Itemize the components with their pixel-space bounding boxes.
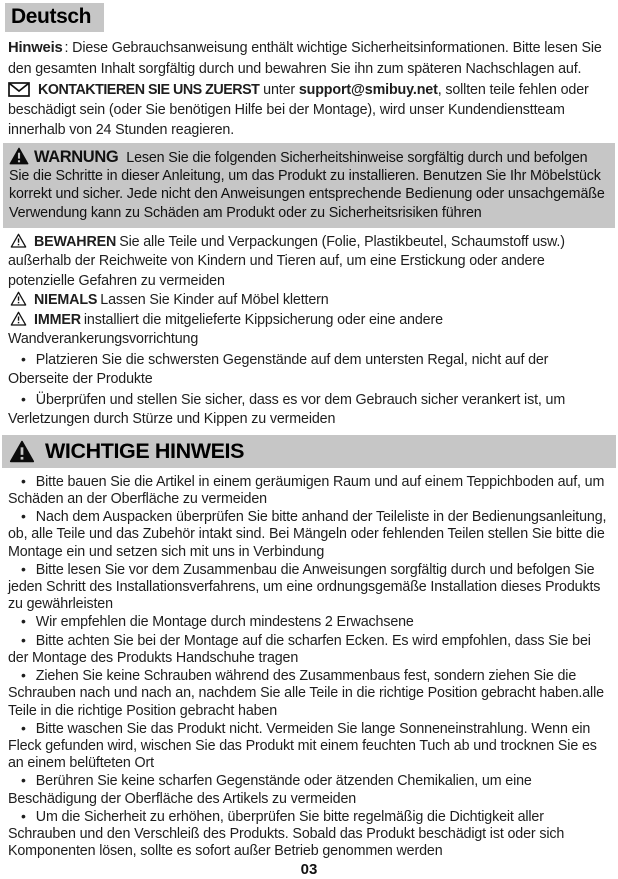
bullet-text: Überprüfen und stellen Sie sicher, dass es vor dem Gebrauch sicher verankert ist, um Verletzungen durch Stürze und Kippen zu vermeiden xyxy=(8,391,566,428)
bullet-item xyxy=(8,390,610,430)
caution-text: Sie alle Teile und Verpackungen (Folie, Plastikbeutel, Schaumstoff usw.) außerhalb der Reichweite von Kindern und Tieren auf, um eine Erstickung oder andere potenzielle Gefahren zu vermeiden xyxy=(8,233,565,289)
warning-text: Lesen Sie die folgenden Sicherheitshinweise sorgfältig durch und befolgen Sie die Schritte in dieser Anleitung, um das Produkt zu installieren. Benutzen Sie Ihr Möbelstück korrekt und sicher. Jede nicht den Anweisungen entsprechende Bedienung oder unsachgemäße Verwendung kann zu Schäden am Produkt oder zu Sicherheitsrisiken führen xyxy=(9,150,605,221)
bullet-item xyxy=(8,808,610,861)
bullet-icon: • xyxy=(21,772,26,789)
bullet-text: Bitte bauen Sie die Artikel in einem geräumigen Raum und auf einem Teppichboden auf, um Schäden an der Oberfläche zu vermeiden xyxy=(8,473,605,508)
caution-item-bewahren xyxy=(8,233,610,292)
caution-item-niemals xyxy=(8,291,610,311)
bullet-icon: • xyxy=(21,807,26,824)
caution-text: installiert die mitgelieferte Kippsicherung oder eine andere Wandverankerungsvorrichtung xyxy=(8,311,443,348)
bullet-item xyxy=(8,561,610,614)
bullet-text: Nach dem Auspacken überprüfen Sie bitte anhand der Teileliste in der Bedienungsanleitung, ob, alle Teile und das Zubehör intakt sind. Bei Mängeln oder fehlenden Teilen stellen Sie bitte die Montage ein und setzen sich mit uns in Verbindung xyxy=(8,509,607,560)
important-triangle-icon xyxy=(9,440,35,463)
envelope-icon xyxy=(8,82,30,97)
bullet-item xyxy=(8,508,610,561)
caution-keyword: BEWAHREN xyxy=(34,233,117,250)
contact-rest-text: , sollten teile fehlen oder beschädigt sein (oder Sie benötigen Hilfe bei der Montage), wird unser Kundendienstteam innerhalb von 24 Stunden reagieren. xyxy=(8,82,589,139)
bullet-item xyxy=(8,350,610,390)
caution-triangle-icon xyxy=(10,311,27,326)
bullet-text: Platzieren Sie die schwersten Gegenstände auf dem untersten Regal, nicht auf der Oberseite der Produkte xyxy=(8,351,549,388)
contact-email: support@smibuy.net xyxy=(298,82,438,99)
bullet-item xyxy=(8,473,610,508)
bullet-text: Bitte achten Sie bei der Montage auf die scharfen Ecken. Es wird empfohlen, dass Sie bei der Montage des Produkts Handschuhe tragen xyxy=(8,632,591,666)
important-header-bar xyxy=(2,435,616,468)
bullet-text: Bitte lesen Sie vor dem Zusammenbau die Anweisungen sorgfältig durch und befolgen Sie jeden Schritt des Installationsverfahrens, um eine ordnungsgemäße Installation dieses Produkts zu gewährleisten xyxy=(8,561,601,613)
bullet-text: Berühren Sie keine scharfen Gegenstände oder ätzenden Chemikalien, um eine Beschädigung der Oberfläche des Artikels zu vermeiden xyxy=(8,773,532,807)
bullet-icon: • xyxy=(21,390,26,407)
caution-text: Lassen Sie Kinder auf Möbel klettern xyxy=(100,292,329,309)
caution-keyword: IMMER xyxy=(34,311,81,328)
caution-triangle-icon xyxy=(10,233,27,248)
bullet-item xyxy=(8,667,610,720)
notice-paragraph xyxy=(8,38,610,79)
bullet-text: Ziehen Sie keine Schrauben während des Zusammenbaus fest, sondern ziehen Sie die Schrauben nach und nach an, nachdem Sie alle Teile in die richtige Position gebracht haben.alle Teile in die richtige Position gebracht haben xyxy=(8,668,604,719)
language-header-label: Deutsch xyxy=(11,5,92,28)
contact-lead: KONTAKTIEREN SIE UNS ZUERST xyxy=(38,82,260,99)
warning-title: WARNUNG xyxy=(34,148,119,167)
warning-triangle-filled-icon xyxy=(9,147,29,165)
bullet-item xyxy=(8,632,610,667)
contact-paragraph xyxy=(8,80,610,140)
notice-label: Hinweis xyxy=(8,40,63,57)
bullet-icon: • xyxy=(21,472,26,489)
caution-triangle-icon xyxy=(10,291,27,306)
language-header xyxy=(5,3,104,32)
bullet-icon: • xyxy=(21,719,26,736)
notice-text: : Diese Gebrauchsanweisung enthält wichtige Sicherheitsinformationen. Bitte lesen Sie den gesamten Inhalt sorgfältig durch und bewahren Sie ihn zum späteren Nachschlagen auf. xyxy=(8,40,602,77)
bullet-icon: • xyxy=(21,631,26,648)
caution-item-immer xyxy=(8,311,610,350)
bullet-text: Um die Sicherheit zu erhöhen, überprüfen Sie bitte regelmäßig die Dichtigkeit aller Schrauben und den Verschleiß des Produkts. Sobald das Produkt beschädigt ist oder sich Komponenten lösen, sollte es sofort außer Betrieb genommen werden xyxy=(8,808,565,860)
bullet-text: Wir empfehlen die Montage durch mindestens 2 Erwachsene xyxy=(35,614,414,631)
bullet-icon: • xyxy=(21,667,26,684)
caution-keyword: NIEMALS xyxy=(34,292,98,309)
bullet-item xyxy=(8,720,610,773)
contact-mid-text: unter xyxy=(259,82,299,99)
important-bullet-list xyxy=(8,473,610,860)
bullet-item xyxy=(8,772,610,807)
bullet-icon: • xyxy=(21,560,26,577)
bullet-icon: • xyxy=(21,508,26,525)
bullet-item xyxy=(8,613,610,631)
warning-block xyxy=(3,143,615,228)
bullet-text: Bitte waschen Sie das Produkt nicht. Vermeiden Sie lange Sonneneinstrahlung. Wenn ein Fleck gefunden wird, wischen Sie das Produkt mit einem feuchten Tuch ab und trocknen Sie es an einem belüfteten Ort xyxy=(8,720,597,772)
page-number: 03 xyxy=(300,861,318,879)
important-section-title: WICHTIGE HINWEIS xyxy=(45,438,245,463)
bullet-icon: • xyxy=(21,613,26,630)
bullet-icon: • xyxy=(21,350,26,367)
